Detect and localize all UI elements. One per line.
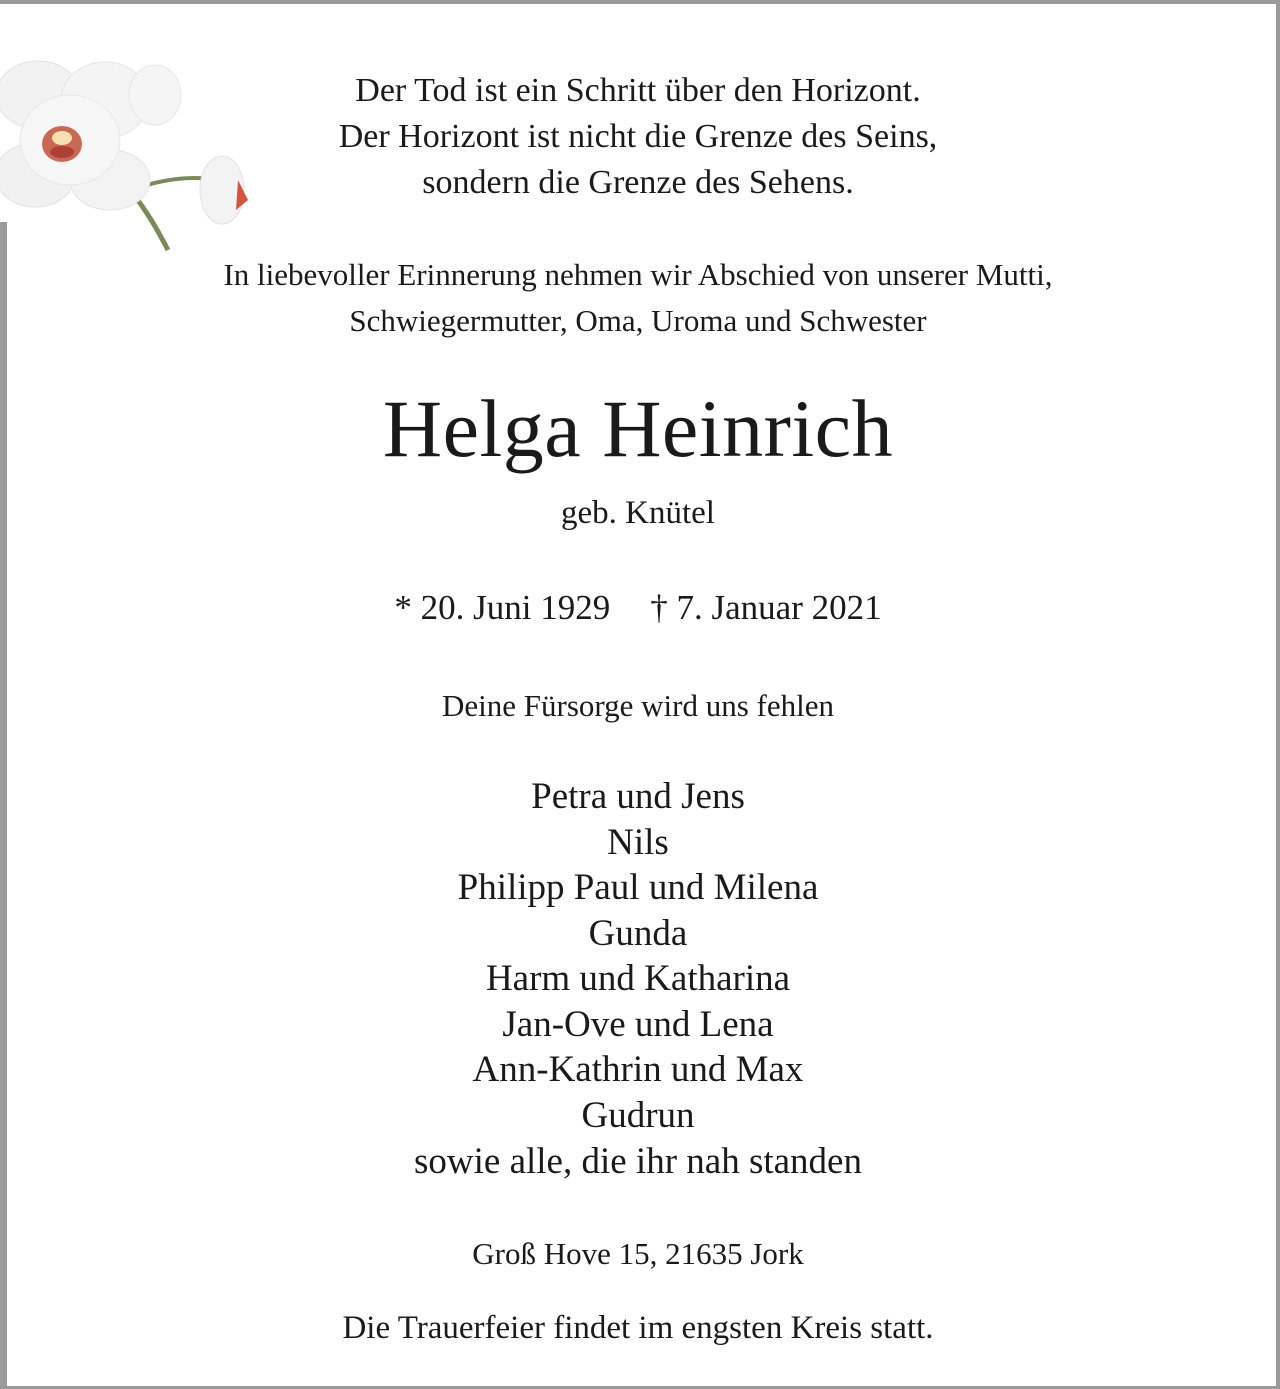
- mourner-line: Nils: [607, 822, 669, 863]
- birth-date: * 20. Juni 1929: [394, 588, 611, 627]
- quote-line-3: sondern die Grenze des Sehens.: [422, 164, 854, 201]
- quote-line-1: Der Tod ist ein Schritt über den Horizont.: [355, 72, 921, 109]
- quote-line-2: Der Horizont ist nicht die Grenze des Seins,: [338, 118, 938, 155]
- intro-line-2: Schwiegermutter, Oma, Uroma und Schwester: [349, 303, 927, 338]
- life-dates: [0, 588, 1276, 628]
- deceased-name: Helga Heinrich: [382, 383, 894, 474]
- tagline: Deine Fürsorge wird uns fehlen: [441, 688, 834, 723]
- mourner-line: Gunda: [588, 913, 688, 954]
- mourner-line: Ann-Kathrin und Max: [472, 1049, 804, 1090]
- mourner-line: Jan-Ove und Lena: [502, 1004, 774, 1045]
- mourner-line: Philipp Paul und Milena: [457, 867, 819, 908]
- funeral-notice: Die Trauerfeier findet im engsten Kreis statt.: [342, 1310, 934, 1346]
- mourner-line: Petra und Jens: [531, 776, 745, 817]
- death-date: † 7. Januar 2021: [650, 588, 882, 627]
- mourner-line: Harm und Katharina: [485, 958, 791, 999]
- mourner-line: sowie alle, die ihr nah standen: [414, 1141, 862, 1182]
- intro-line-1: In liebevoller Erinnerung nehmen wir Abschied von unserer Mutti,: [223, 257, 1053, 292]
- mourner-line: Gudrun: [581, 1095, 695, 1136]
- address: Groß Hove 15, 21635 Jork: [472, 1236, 804, 1271]
- maiden-name: geb. Knütel: [561, 495, 715, 531]
